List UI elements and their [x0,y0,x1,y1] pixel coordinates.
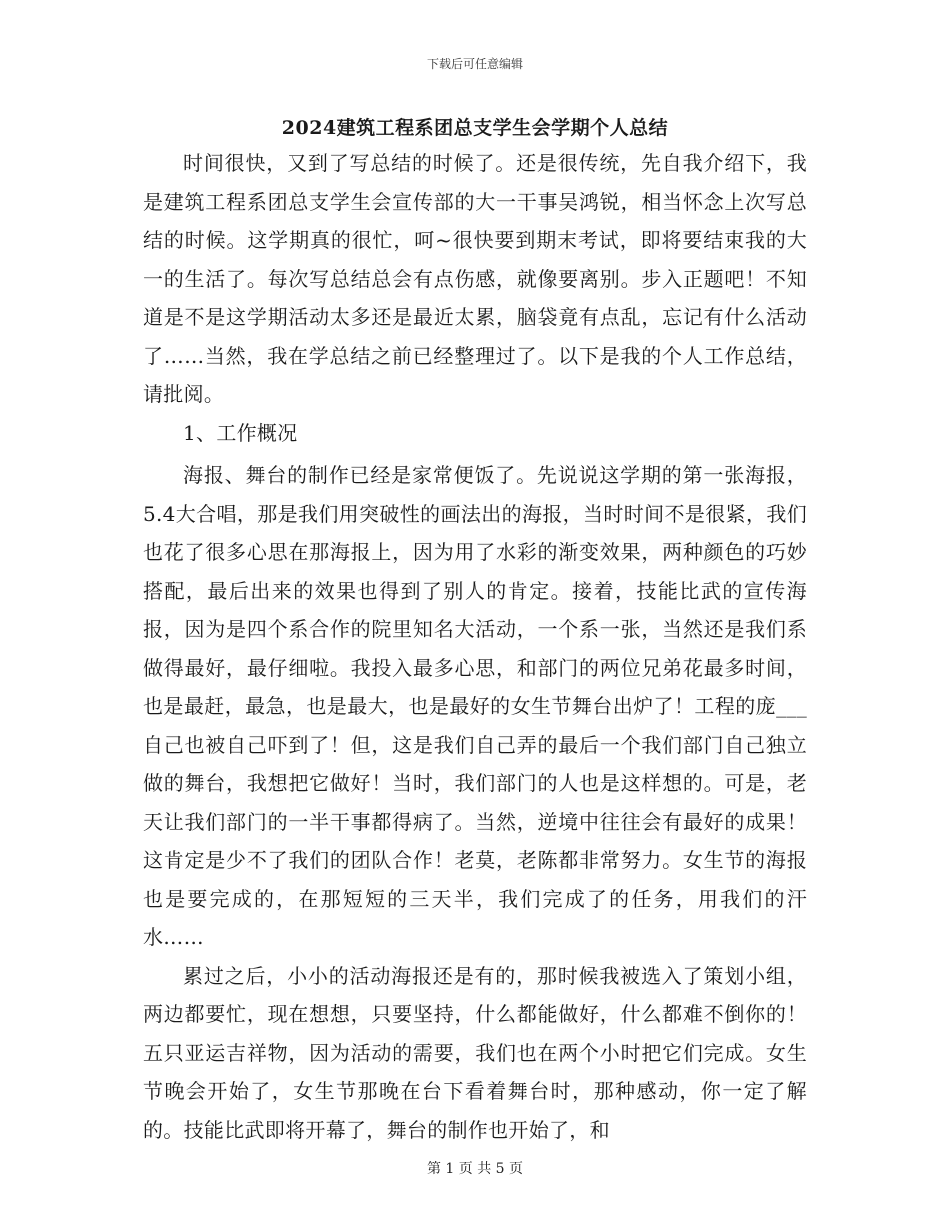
paragraph-after-work: 累过之后，小小的活动海报还是有的，那时候我被选入了策划小组，两边都要忙，现在想想，只要坚持，什么都能做好，什么都难不倒你的！五只亚运吉祥物，因为活动的需要，我们也在两个小时把它们完成。女生节晚会开始了，女生节那晚在台下看着舞台时，那种感动，你一定了解的。技能比武即将开幕了，舞台的制作也开始了，和 [143,963,807,1142]
document-body [143,144,807,1149]
paragraph-intro: 时间很快，又到了写总结的时候了。还是很传统，先自我介绍下，我是建筑工程系团总支学生会宣传部的大一干事吴鸿锐，相当怀念上次写总结的时候。这学期真的很忙，呵~很快要到期末考试，即将要结束我的大一的生活了。每次写总结总会有点伤感，就像要离别。步入正题吧！不知道是不是这学期活动太多还是最近太累，脑袋竟有点乱，忘记有什么活动了……当然，我在学总结之前已经整理过了。以下是我的个人工作总结，请批阅。 [143,151,807,406]
document-title: 2024建筑工程系团总支学生会学期个人总结 [281,117,669,139]
section-heading-work-overview: 1、工作概况 [183,420,298,445]
page-number-footer: 第 1 页 共 5 页 [426,1161,524,1177]
page-header-note: 下载后可任意编辑 [426,57,523,71]
paragraph-posters-stage: 海报、舞台的制作已经是家常便饭了。先说说这学期的第一张海报，5.4大合唱，那是我们用突破性的画法出的海报，当时时间不是很紧，我们也花了很多心思在那海报上，因为用了水彩的渐变效果，两种颜色的巧妙搭配，最后出来的效果也得到了别人的肯定。接着，技能比武的宣传海报，因为是四个系合作的院里知名大活动，一个系一张，当然还是我们系做得最好，最仔细啦。我投入最多心思，和部门的两位兄弟花最多时间，也是最赶，最急，也是最大，也是最好的女生节舞台出炉了！工程的庞___自己也被自己吓到了！但，这是我们自己弄的最后一个我们部门自己独立做的舞台，我想把它做好！当时，我们部门的人也是这样想的。可是，老天让我们部门的一半干事都得病了。当然，逆境中往往会有最好的成果！这肯定是少不了我们的团队合作！老莫，老陈都非常努力。女生节的海报也是要完成的，在那短短的三天半，我们完成了的任务，用我们的汗水…… [143,463,807,949]
